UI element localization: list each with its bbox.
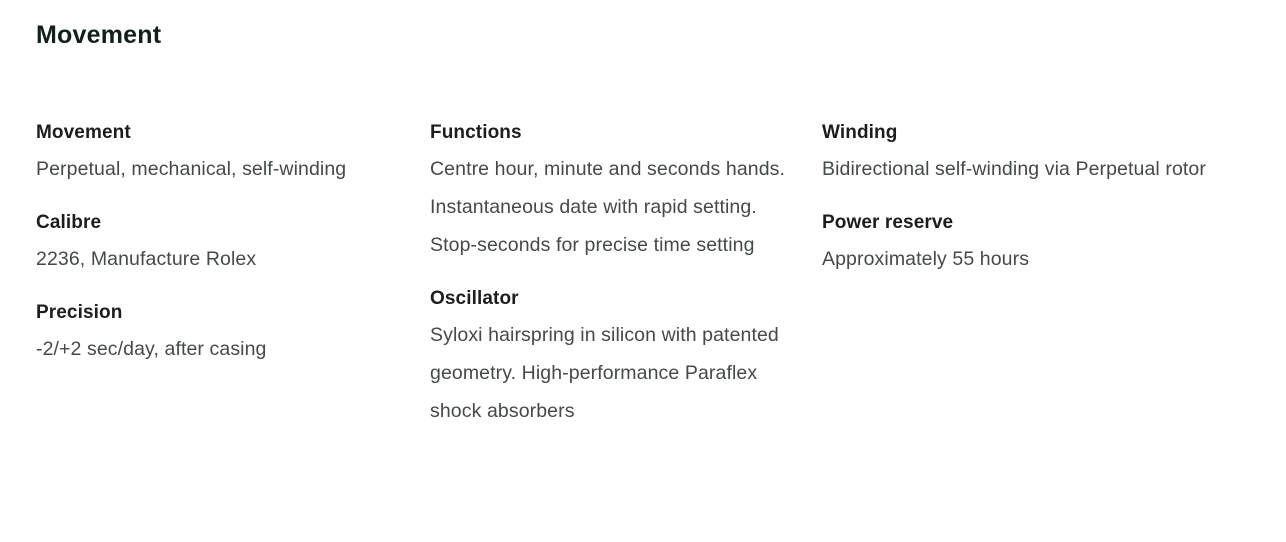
spec-value: Syloxi hairspring in silicon with patented geometry. High-performance Paraflex shock absorbers: [430, 324, 779, 422]
specs-column-three: [822, 119, 1222, 430]
spec-oscillator: [430, 285, 792, 430]
spec-label: Power reserve: [822, 212, 954, 233]
spec-label: Functions: [430, 122, 522, 143]
spec-label: Calibre: [36, 212, 102, 233]
spec-calibre: [36, 209, 390, 278]
spec-label: Movement: [36, 122, 131, 143]
specs-columns: [36, 119, 1250, 430]
specs-column-two: [430, 119, 822, 430]
spec-value: Centre hour, minute and seconds hands. Instantaneous date with rapid setting. Stop-seconds for precise time setting: [430, 158, 786, 256]
specs-column-one: [36, 119, 430, 430]
spec-value: -2/+2 sec/day, after casing: [36, 338, 267, 360]
spec-value: 2236, Manufacture Rolex: [36, 248, 257, 270]
spec-value: Perpetual, mechanical, self-winding: [36, 158, 347, 180]
spec-label: Precision: [36, 302, 123, 323]
page-title: Movement: [36, 21, 162, 49]
spec-power-reserve: [822, 209, 1222, 278]
spec-label: Winding: [822, 122, 898, 143]
spec-functions: [430, 119, 792, 264]
spec-precision: [36, 299, 390, 368]
spec-winding: [822, 119, 1222, 188]
spec-value: Bidirectional self-winding via Perpetual rotor: [822, 158, 1206, 180]
spec-label: Oscillator: [430, 288, 519, 309]
spec-value: Approximately 55 hours: [822, 248, 1030, 270]
spec-movement: [36, 119, 390, 188]
